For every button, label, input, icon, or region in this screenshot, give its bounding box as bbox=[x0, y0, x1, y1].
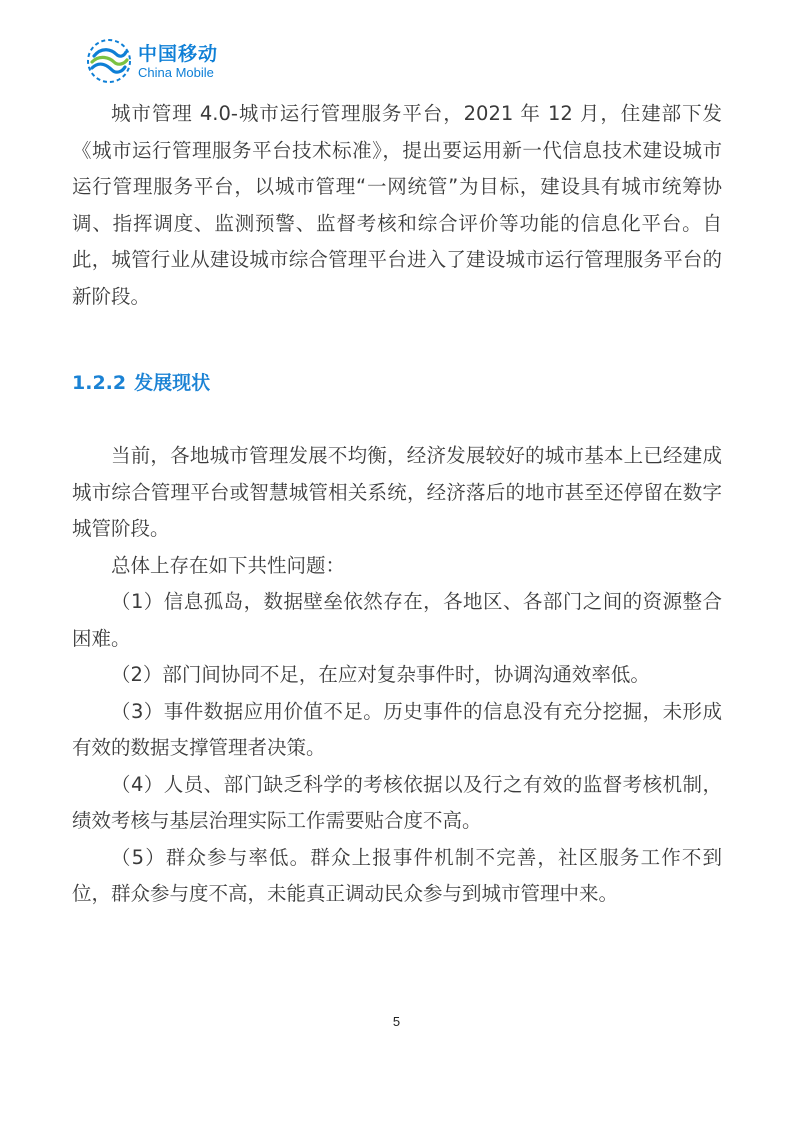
china-mobile-logo-icon bbox=[86, 38, 132, 84]
issue-item-1: （1）信息孤岛，数据壁垒依然存在，各地区、各部门之间的资源整合困难。 bbox=[72, 590, 722, 650]
issues-intro: 总体上存在如下共性问题： bbox=[111, 553, 346, 577]
status-section bbox=[72, 438, 722, 913]
issue-item-4: （4）人员、部门缺乏科学的考核依据以及行之有效的监督考核机制，绩效考核与基层治理实际工作需要贴合度不高。 bbox=[72, 772, 722, 832]
issue-item-3: （3）事件数据应用价值不足。历史事件的信息没有充分挖掘，未形成有效的数据支撑管理者决策。 bbox=[72, 699, 722, 759]
issue-item-2: （2）部门间协同不足，在应对复杂事件时，协调沟通效率低。 bbox=[111, 663, 650, 686]
section-heading bbox=[72, 368, 210, 395]
china-mobile-logo bbox=[86, 38, 218, 84]
heading-number: 1.2.2 bbox=[72, 372, 127, 394]
logo-chinese-text: 中国移动 bbox=[138, 42, 219, 65]
issue-item-5: （5）群众参与率低。群众上报事件机制不完善，社区服务工作不到位，群众参与度不高，未能真正调动民众参与到城市管理中来。 bbox=[72, 845, 722, 905]
intro-section bbox=[72, 96, 722, 315]
status-paragraph: 当前，各地城市管理发展不均衡，经济发展较好的城市基本上已经建成城市综合管理平台或智慧城管相关系统，经济落后的地市甚至还停留在数字城管阶段。 bbox=[72, 444, 722, 540]
intro-paragraph: 城市管理 4.0-城市运行管理服务平台，2021 年 12 月，住建部下发《城市运行管理服务平台技术标准》，提出要运用新一代信息技术建设城市运行管理服务平台，以城市管理“一网统管”为目标，建设具有城市统筹协调、指挥调度、监测预警、监督考核和综合评价等功能的信息化平台。自此，城管行业从建设城市综合管理平台进入了建设城市运行管理服务平台的新阶段。 bbox=[72, 102, 722, 308]
page-number: 5 bbox=[392, 1014, 401, 1029]
logo-english-text: China Mobile bbox=[138, 64, 214, 80]
heading-title: 发展现状 bbox=[134, 372, 211, 394]
